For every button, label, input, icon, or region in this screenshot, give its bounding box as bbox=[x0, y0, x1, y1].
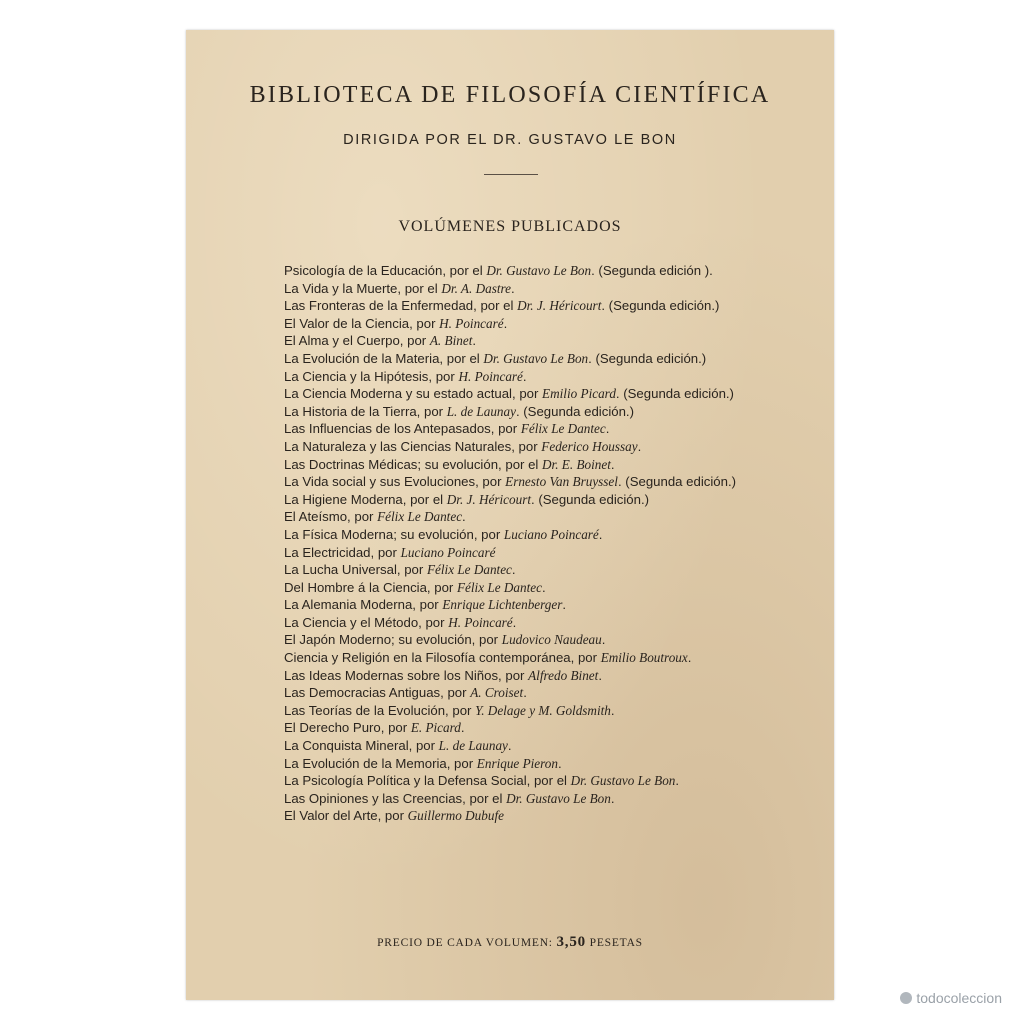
book-author: Dr. Gustavo Le Bon bbox=[486, 263, 592, 278]
book-title: La Física Moderna; su evolución, por bbox=[284, 526, 504, 542]
book-title: Las Fronteras de la Enfermedad, por el bbox=[284, 298, 518, 314]
book-title: La Electricidad, por bbox=[284, 544, 401, 560]
list-item bbox=[284, 561, 789, 579]
list-item bbox=[284, 491, 789, 509]
book-title: La Evolución de la Memoria, por bbox=[284, 755, 477, 771]
book-note: . (Segunda edición.) bbox=[515, 403, 634, 419]
list-item bbox=[284, 508, 789, 526]
book-author: H. Poincaré bbox=[458, 368, 523, 384]
book-note: . bbox=[503, 315, 508, 331]
list-item bbox=[284, 297, 789, 315]
book-note: . bbox=[601, 632, 606, 648]
book-note: . bbox=[557, 755, 562, 771]
page-title: BIBLIOTECA DE FILOSOFÍA CIENTÍFICA bbox=[249, 82, 771, 108]
book-title: La Psicología Política y la Defensa Social, por el bbox=[284, 773, 571, 789]
book-note: . bbox=[522, 368, 527, 384]
book-title: El Ateísmo, por bbox=[284, 509, 378, 525]
price-amount: 3,50 bbox=[556, 934, 586, 950]
book-author: Ernesto Van Bruyssel bbox=[505, 474, 618, 490]
book-note: . bbox=[605, 421, 610, 437]
watermark-text: todocoleccion bbox=[916, 990, 1002, 1006]
list-item bbox=[284, 649, 789, 667]
book-note: . bbox=[472, 333, 477, 349]
list-item bbox=[284, 614, 789, 632]
list-item bbox=[284, 790, 789, 808]
book-note: . (Segunda edición.) bbox=[615, 386, 734, 402]
book-title: Las Democracias Antiguas, por bbox=[284, 685, 471, 701]
book-note: . bbox=[541, 579, 546, 595]
book-title: La Evolución de la Materia, por el bbox=[284, 350, 484, 366]
list-item bbox=[284, 772, 789, 790]
book-author: L. de Launay bbox=[438, 738, 508, 754]
list-item bbox=[284, 807, 789, 825]
book-author: Félix Le Dantec bbox=[377, 509, 463, 525]
list-item bbox=[284, 315, 789, 333]
list-item bbox=[284, 280, 789, 298]
book-note: . (Segunda edición.) bbox=[588, 350, 707, 366]
list-item bbox=[284, 403, 789, 421]
book-note: . bbox=[687, 650, 692, 666]
list-item bbox=[284, 438, 789, 456]
list-item bbox=[284, 719, 789, 737]
book-author: Federico Houssay bbox=[541, 438, 638, 454]
book-author: Ludovico Naudeau bbox=[501, 632, 602, 648]
book-author: Dr. Gustavo Le Bon bbox=[570, 773, 676, 789]
book-title: El Derecho Puro, por bbox=[284, 720, 411, 736]
book-author: Dr. Gustavo Le Bon bbox=[506, 790, 611, 806]
book-note: . bbox=[510, 280, 515, 296]
book-author: H. Poincaré bbox=[448, 614, 513, 630]
list-item bbox=[284, 684, 789, 702]
book-title: La Higiene Moderna, por el bbox=[284, 491, 447, 507]
book-author: A. Croiset bbox=[470, 685, 524, 701]
list-item bbox=[284, 755, 789, 773]
book-author: Luciano Poincaré bbox=[503, 526, 599, 542]
book-title: La Alemania Moderna, por bbox=[284, 597, 443, 613]
book-title: Del Hombre á la Ciencia, por bbox=[284, 579, 457, 595]
list-item bbox=[284, 667, 789, 685]
book-author: Félix Le Dantec bbox=[456, 579, 542, 595]
book-author: Emilio Boutroux bbox=[600, 650, 688, 666]
book-title: La Conquista Mineral, por bbox=[284, 738, 439, 754]
book-note: . bbox=[675, 773, 680, 789]
list-item bbox=[284, 350, 789, 368]
book-note: . (Segunda edición ). bbox=[591, 263, 713, 278]
book-title: El Japón Moderno; su evolución, por bbox=[284, 632, 502, 648]
book-title: El Alma y el Cuerpo, por bbox=[284, 333, 430, 349]
book-author: Dr. J. Héricourt bbox=[517, 298, 602, 314]
price-unit: PESETAS bbox=[589, 937, 643, 949]
book-title: Psicología de la Educación, por el bbox=[284, 263, 487, 278]
book-note: . bbox=[460, 720, 465, 736]
list-item bbox=[284, 420, 789, 438]
book-title: El Valor de la Ciencia, por bbox=[284, 315, 440, 331]
book-note: . (Segunda edición.) bbox=[601, 298, 720, 314]
book-title: Las Teorías de la Evolución, por bbox=[284, 702, 476, 718]
book-note: . bbox=[598, 526, 603, 542]
list-item bbox=[284, 262, 789, 280]
book-title: La Lucha Universal, por bbox=[284, 562, 427, 578]
book-author: Y. Delage y M. Goldsmith bbox=[475, 702, 611, 718]
book-title: Las Opiniones y las Creencias, por el bbox=[284, 790, 507, 806]
book-note: . (Segunda edición.) bbox=[531, 491, 650, 507]
book-note: . bbox=[610, 790, 615, 806]
book-title: La Vida y la Muerte, por el bbox=[284, 280, 442, 296]
book-note: . bbox=[610, 702, 615, 718]
divider bbox=[484, 174, 538, 175]
book-title: La Ciencia y la Hipótesis, por bbox=[284, 368, 459, 384]
list-item bbox=[284, 702, 789, 720]
book-title: La Historia de la Tierra, por bbox=[284, 403, 447, 419]
watermark-logo-icon bbox=[900, 992, 912, 1004]
book-title: La Ciencia y el Método, por bbox=[284, 614, 449, 630]
book-author: Dr. E. Boinet bbox=[542, 456, 611, 472]
list-item bbox=[284, 385, 789, 403]
book-note: . bbox=[610, 456, 615, 472]
book-author: Dr. Gustavo Le Bon bbox=[483, 350, 589, 366]
list-item bbox=[284, 737, 789, 755]
book-author: A. Binet bbox=[429, 333, 473, 349]
book-title: La Ciencia Moderna y su estado actual, por bbox=[284, 386, 543, 402]
book-title: El Valor del Arte, por bbox=[284, 808, 408, 824]
section-heading: VOLÚMENES PUBLICADOS bbox=[398, 218, 622, 235]
price-line bbox=[186, 934, 834, 951]
book-title: La Naturaleza y las Ciencias Naturales, por bbox=[284, 438, 542, 454]
list-item bbox=[284, 596, 789, 614]
book-back-cover bbox=[186, 30, 834, 1000]
list-item bbox=[284, 631, 789, 649]
book-author: Félix Le Dantec bbox=[520, 421, 606, 437]
list-item bbox=[284, 579, 789, 597]
book-author: Félix Le Dantec bbox=[426, 562, 512, 578]
book-note: . bbox=[562, 597, 567, 613]
book-author: Luciano Poincaré bbox=[400, 544, 496, 560]
list-item bbox=[284, 473, 789, 491]
book-title: Las Ideas Modernas sobre los Niños, por bbox=[284, 667, 529, 683]
watermark bbox=[900, 990, 1002, 1006]
book-note: . bbox=[511, 562, 516, 578]
book-note: . (Segunda edición.) bbox=[617, 474, 736, 490]
book-author: L. de Launay bbox=[446, 403, 516, 419]
book-author: Dr. A. Dastre bbox=[441, 280, 511, 296]
list-item bbox=[284, 456, 789, 474]
book-author: Guillermo Dubufe bbox=[407, 808, 504, 824]
book-author: Enrique Pieron bbox=[476, 755, 558, 771]
book-note: . bbox=[507, 738, 512, 754]
book-note: . bbox=[512, 614, 517, 630]
book-note: . bbox=[598, 667, 602, 683]
book-title: Las Influencias de los Antepasados, por bbox=[284, 421, 521, 437]
book-note: . bbox=[462, 509, 466, 525]
book-author: E. Picard bbox=[410, 720, 461, 736]
page-subtitle: DIRIGIDA POR EL DR. GUSTAVO LE BON bbox=[343, 132, 677, 148]
list-item bbox=[284, 526, 789, 544]
book-author: Enrique Lichtenberger bbox=[442, 597, 563, 613]
list-item bbox=[284, 332, 789, 350]
book-note: . bbox=[637, 438, 642, 454]
book-author: Emilio Picard bbox=[542, 386, 616, 402]
price-label: PRECIO DE CADA VOLUMEN: bbox=[377, 937, 553, 949]
book-title: La Vida social y sus Evoluciones, por bbox=[284, 474, 506, 490]
list-item bbox=[284, 368, 789, 386]
book-author: Alfredo Binet bbox=[528, 667, 599, 683]
book-note: . bbox=[523, 685, 527, 701]
list-item bbox=[284, 544, 789, 562]
book-author: H. Poincaré bbox=[439, 315, 504, 331]
book-list bbox=[284, 262, 789, 825]
book-title: Ciencia y Religión en la Filosofía contemporánea, por bbox=[284, 650, 601, 666]
book-title: Las Doctrinas Médicas; su evolución, por el bbox=[284, 456, 543, 472]
book-author: Dr. J. Héricourt bbox=[446, 491, 531, 507]
